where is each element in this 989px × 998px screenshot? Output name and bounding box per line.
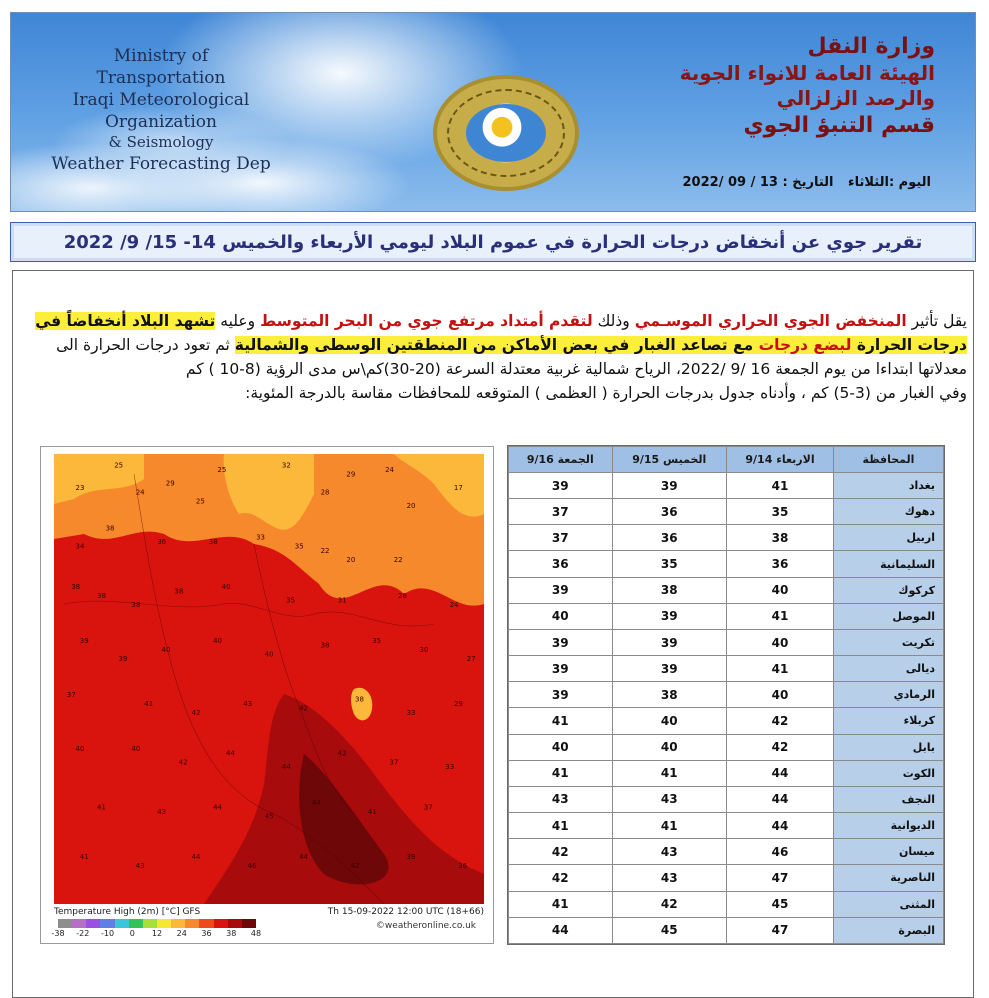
- map-temperature-label: 39: [79, 637, 89, 645]
- wednesday-cell: 42: [726, 708, 833, 734]
- english-organization-name: [51, 45, 271, 176]
- thursday-cell: 38: [612, 577, 726, 603]
- wednesday-cell: 40: [726, 577, 833, 603]
- friday-cell: 39: [509, 473, 613, 499]
- thursday-cell: 40: [612, 734, 726, 760]
- map-temperature-label: 25: [114, 461, 124, 470]
- temperature-map-image: [54, 454, 484, 904]
- map-temperature-label: 44: [226, 749, 235, 758]
- map-temperature-label: 38: [97, 592, 106, 600]
- colorbar-swatch: [58, 919, 72, 928]
- wednesday-cell: 47: [726, 917, 833, 943]
- map-temperature-label: 37: [423, 803, 433, 812]
- thursday-cell: 40: [612, 708, 726, 734]
- governorate-cell: الكوت: [834, 760, 944, 786]
- governorate-cell: تكريت: [834, 629, 944, 655]
- map-temperature-label: 36: [458, 862, 468, 870]
- text-segment-highlight: درجات الحرارة: [851, 336, 967, 354]
- table-row: [509, 551, 944, 577]
- seismology-line: & Seismology: [108, 133, 214, 151]
- text-segment: وعليه: [215, 312, 261, 330]
- day-label: اليوم :الثلاثاء: [848, 175, 931, 190]
- ministry-name: Ministry of Transportation: [96, 46, 226, 88]
- colorbar-tick-label: 0: [129, 929, 135, 938]
- thursday-cell: 39: [612, 473, 726, 499]
- wednesday-cell: 42: [726, 734, 833, 760]
- map-temperature-label: 44: [281, 763, 291, 771]
- text-segment: وذلك: [592, 312, 635, 330]
- report-title-bar: [10, 222, 976, 262]
- governorate-cell: دهوك: [834, 499, 944, 525]
- legend-title: Temperature High (2m) [°C] GFS: [54, 907, 201, 917]
- friday-cell: 43: [509, 786, 613, 812]
- map-temperature-label: 33: [445, 763, 455, 771]
- table-row: [509, 603, 944, 629]
- governorate-cell: اربيل: [834, 525, 944, 551]
- map-temperature-label: 22: [393, 556, 403, 564]
- colorbar-swatch: [129, 919, 143, 928]
- friday-cell: 42: [509, 865, 613, 891]
- map-temperature-label: 32: [281, 461, 291, 470]
- map-temperature-label: 29: [165, 479, 175, 488]
- report-paragraph: [21, 309, 967, 405]
- governorate-cell: كركوك: [834, 577, 944, 603]
- map-temperature-label: 28: [320, 488, 330, 497]
- friday-cell: 37: [509, 525, 613, 551]
- friday-cell: 44: [509, 917, 613, 943]
- map-temperature-label: 25: [195, 497, 205, 506]
- friday-cell: 39: [509, 682, 613, 708]
- header-friday: الجمعة 9/16: [509, 447, 613, 473]
- colorbar-swatch: [242, 919, 256, 928]
- thursday-cell: 45: [612, 917, 726, 943]
- colorbar-tick-label: 12: [151, 929, 163, 938]
- map-temperature-label: 41: [367, 808, 377, 816]
- paragraph-line-1: [21, 309, 967, 333]
- table-row: [509, 525, 944, 551]
- governorate-cell: بابل: [834, 734, 944, 760]
- governorate-cell: المثنى: [834, 891, 944, 917]
- temperature-colorbar: [58, 919, 256, 928]
- wednesday-cell: 38: [726, 525, 833, 551]
- map-temperature-label: 40: [264, 650, 274, 659]
- map-temperature-label: 24: [135, 488, 145, 497]
- colorbar-swatch: [214, 919, 228, 928]
- friday-cell: 37: [509, 499, 613, 525]
- map-temperature-label: 41: [97, 803, 106, 812]
- paragraph-line-4: وفي الغبار من (3-5) كم ، وأدناه جدول بدرجات الحرارة ( العظمى ) المتوقعه للمحافظات مقاسة بالدرجة المئوية:: [245, 384, 967, 402]
- map-temperature-label: 27: [466, 655, 476, 663]
- colorbar-ticks: [51, 929, 262, 939]
- friday-cell: 39: [509, 629, 613, 655]
- wednesday-cell: 47: [726, 865, 833, 891]
- colorbar-swatch: [100, 919, 114, 928]
- map-temperature-label: 40: [161, 646, 171, 654]
- organization-logo: [433, 75, 579, 191]
- wednesday-cell: 44: [726, 813, 833, 839]
- table-row: [509, 813, 944, 839]
- wednesday-cell: 44: [726, 760, 833, 786]
- colorbar-swatch: [143, 919, 157, 928]
- map-temperature-label: 42: [350, 862, 360, 870]
- map-temperature-label: 17: [453, 484, 463, 492]
- map-temperature-label: 35: [372, 637, 382, 645]
- friday-cell: 42: [509, 839, 613, 865]
- map-temperature-label: 20: [346, 556, 356, 564]
- map-temperature-label: 38: [71, 583, 81, 591]
- header-governorate: المحافظة: [834, 447, 944, 473]
- wednesday-cell: 46: [726, 839, 833, 865]
- thursday-cell: 41: [612, 760, 726, 786]
- map-temperature-label: 40: [213, 637, 223, 645]
- map-temperature-label: 38: [131, 601, 141, 609]
- date-label: التاريخ : 13 / 09 /2022: [682, 175, 834, 190]
- friday-cell: 39: [509, 577, 613, 603]
- map-temperature-label: 30: [419, 646, 429, 654]
- table-body: [509, 473, 944, 944]
- table-row: [509, 865, 944, 891]
- report-title: تقرير جوي عن أنخفاض درجات الحرارة في عموم البلاد ليومي الأربعاء والخميس 14- 15/ 9/ 2022: [63, 231, 923, 253]
- map-temperature-label: 35: [286, 596, 296, 605]
- governorate-cell: ميسان: [834, 839, 944, 865]
- paragraph-line-2: [21, 333, 967, 357]
- governorate-cell: الرمادي: [834, 682, 944, 708]
- map-temperature-label: 43: [135, 862, 145, 870]
- friday-cell: 39: [509, 656, 613, 682]
- map-temperature-label: 24: [449, 601, 459, 609]
- map-temperature-label: 38: [320, 641, 330, 650]
- map-temperature-label: 28: [398, 592, 407, 600]
- colorbar-swatch: [185, 919, 199, 928]
- table-row: [509, 682, 944, 708]
- friday-cell: 36: [509, 551, 613, 577]
- map-temperature-label: 42: [178, 758, 188, 767]
- model-run-label: Th 15-09-2022 12:00 UTC (18+66): [327, 907, 484, 917]
- map-temperature-label: 24: [385, 466, 395, 474]
- wednesday-cell: 41: [726, 656, 833, 682]
- department-name-ar: قسم التنبؤ الجوي: [743, 113, 935, 138]
- map-temperature-label: 25: [217, 466, 227, 474]
- wednesday-cell: 40: [726, 682, 833, 708]
- governorate-cell: بغداد: [834, 473, 944, 499]
- table-row: [509, 577, 944, 603]
- governorate-cell: البصرة: [834, 917, 944, 943]
- table-row: [509, 734, 944, 760]
- colorbar-tick-label: 24: [176, 929, 187, 938]
- friday-cell: 41: [509, 708, 613, 734]
- friday-cell: 40: [509, 734, 613, 760]
- map-temperature-label: 35: [294, 542, 304, 551]
- friday-cell: 41: [509, 891, 613, 917]
- colorbar-swatch: [157, 919, 171, 928]
- temperature-map: [40, 446, 494, 944]
- thursday-cell: 39: [612, 603, 726, 629]
- header-banner: [10, 12, 976, 212]
- wednesday-cell: 36: [726, 551, 833, 577]
- thursday-cell: 42: [612, 891, 726, 917]
- thursday-cell: 43: [612, 839, 726, 865]
- friday-cell: 41: [509, 813, 613, 839]
- organization-name-ar: الهيئة العامة للانواء الجوية: [679, 61, 935, 85]
- colorbar-tick-label: 36: [201, 929, 212, 938]
- colorbar-swatch: [86, 919, 100, 928]
- map-temperature-label: 43: [243, 700, 253, 708]
- map-temperature-label: 29: [453, 700, 463, 708]
- thursday-cell: 41: [612, 813, 726, 839]
- thursday-cell: 39: [612, 629, 726, 655]
- table-row: [509, 760, 944, 786]
- table-row: [509, 786, 944, 812]
- governorate-cell: ديالى: [834, 656, 944, 682]
- organization-name: Iraqi Meteorological Organization: [72, 90, 250, 132]
- logo-ring: [447, 89, 565, 177]
- arabic-organization-name: [635, 33, 935, 141]
- table-header-row: [509, 447, 944, 473]
- map-temperature-label: 40: [75, 745, 85, 753]
- table-row: [509, 473, 944, 499]
- map-temperature-label: 42: [337, 749, 347, 758]
- map-temperature-label: 40: [131, 745, 141, 753]
- text-segment-emphasis: المنخفض الجوي الحراري الموسـمي: [634, 312, 907, 330]
- colorbar-swatch: [228, 919, 242, 928]
- thursday-cell: 43: [612, 786, 726, 812]
- text-segment-emphasis: لبضع درجات: [758, 336, 852, 354]
- map-temperature-label: 37: [66, 691, 76, 699]
- governorate-cell: الديوانية: [834, 813, 944, 839]
- wednesday-cell: 35: [726, 499, 833, 525]
- map-temperature-label: 38: [174, 587, 184, 596]
- map-temperature-label: 45: [264, 812, 274, 821]
- text-segment: يقل تأثير: [906, 312, 967, 330]
- map-temperature-label: 41: [79, 853, 89, 861]
- map-temperature-label: 42: [299, 704, 309, 713]
- colorbar-tick-label: 38: [226, 929, 237, 938]
- map-temperature-label: 39: [406, 853, 416, 861]
- temperature-table: [507, 445, 945, 945]
- department-name: Weather Forecasting Dep: [51, 154, 271, 174]
- colorbar-swatch: [171, 919, 185, 928]
- map-temperature-label: 22: [320, 547, 330, 555]
- thursday-cell: 38: [612, 682, 726, 708]
- map-temperature-label: 41: [144, 700, 154, 708]
- text-segment-highlight: تشهد البلاد أنخفاضاً في: [35, 312, 216, 330]
- table-row: [509, 656, 944, 682]
- map-temperature-label: 46: [247, 862, 257, 870]
- wednesday-cell: 41: [726, 473, 833, 499]
- colorbar-swatch: [199, 919, 213, 928]
- map-temperature-label: 44: [213, 803, 223, 812]
- map-temperature-label: 36: [157, 538, 167, 546]
- thursday-cell: 36: [612, 499, 726, 525]
- table-row: [509, 839, 944, 865]
- map-temperature-label: 31: [337, 596, 347, 605]
- table-row: [509, 499, 944, 525]
- map-temperature-label: 43: [157, 808, 167, 816]
- table-row: [509, 891, 944, 917]
- table-row: [509, 629, 944, 655]
- map-credit: ©weatheronline.co.uk: [375, 921, 476, 931]
- map-temperature-label: 23: [75, 484, 85, 492]
- heatmap-shapes: [54, 454, 484, 904]
- thursday-cell: 39: [612, 656, 726, 682]
- wednesday-cell: 41: [726, 603, 833, 629]
- map-temperature-label: 42: [191, 709, 201, 717]
- governorate-cell: السليمانية: [834, 551, 944, 577]
- wednesday-cell: 44: [726, 786, 833, 812]
- ministry-name-ar: وزارة النقل: [807, 34, 935, 59]
- text-segment-emphasis: لتقدم أمتداد مرتفع جوي من البحر المتوسط: [260, 312, 593, 330]
- map-temperature-label: 38: [105, 524, 115, 533]
- map-temperature-label: 39: [118, 655, 128, 663]
- colorbar-swatch: [72, 919, 86, 928]
- map-legend: [51, 907, 484, 943]
- map-temperature-label: 44: [312, 799, 321, 807]
- thursday-cell: 35: [612, 551, 726, 577]
- seismology-line-ar: والرصد الزلزالي: [776, 86, 935, 110]
- governorate-cell: الموصل: [834, 603, 944, 629]
- header-wednesday: الاربعاء 9/14: [726, 447, 833, 473]
- table-row: [509, 708, 944, 734]
- governorate-cell: النجف: [834, 786, 944, 812]
- wednesday-cell: 45: [726, 891, 833, 917]
- map-temperature-label: 40: [221, 583, 231, 591]
- colorbar-swatch: [115, 919, 129, 928]
- colorbar-tick-label: 48: [250, 929, 262, 938]
- thursday-cell: 36: [612, 525, 726, 551]
- header-thursday: الخميس 9/15: [612, 447, 726, 473]
- colorbar-tick-label: -10: [100, 929, 115, 938]
- text-segment: ثم تعود درجات الحرارة الى: [56, 336, 235, 354]
- map-temperature-label: 44: [299, 853, 309, 861]
- thursday-cell: 43: [612, 865, 726, 891]
- map-temperature-label: 44: [191, 853, 201, 861]
- map-temperature-label: 37: [389, 758, 399, 767]
- map-temperature-label: 38: [208, 538, 218, 546]
- map-temperature-label: 34: [75, 542, 85, 551]
- table-row: [509, 917, 944, 943]
- governorate-cell: الناصرية: [834, 865, 944, 891]
- map-temperature-label: 38: [355, 695, 364, 704]
- paragraph-line-3: معدلاتها ابتداءا من يوم الجمعة 16 /9 /2022، الرياح شمالية غربية معتدلة السرعة (20-30)كم\س مدى الرؤية (8-10 ) كم: [185, 360, 967, 378]
- wednesday-cell: 40: [726, 629, 833, 655]
- friday-cell: 40: [509, 603, 613, 629]
- colorbar-tick-label: -38: [51, 929, 65, 938]
- colorbar-tick-label: -22: [76, 929, 90, 938]
- friday-cell: 41: [509, 760, 613, 786]
- map-temperature-label: 29: [346, 470, 356, 479]
- governorate-cell: كربلاء: [834, 708, 944, 734]
- forecast-table: [508, 446, 944, 944]
- report-date: [673, 175, 932, 190]
- map-temperature-label: 33: [406, 709, 416, 717]
- text-segment-highlight: مع تصاعد الغبار في بعض الأماكن من المنطقتين الوسطى والشمالية: [234, 336, 759, 354]
- map-temperature-label: 33: [256, 533, 266, 542]
- map-temperature-label: 20: [406, 502, 416, 510]
